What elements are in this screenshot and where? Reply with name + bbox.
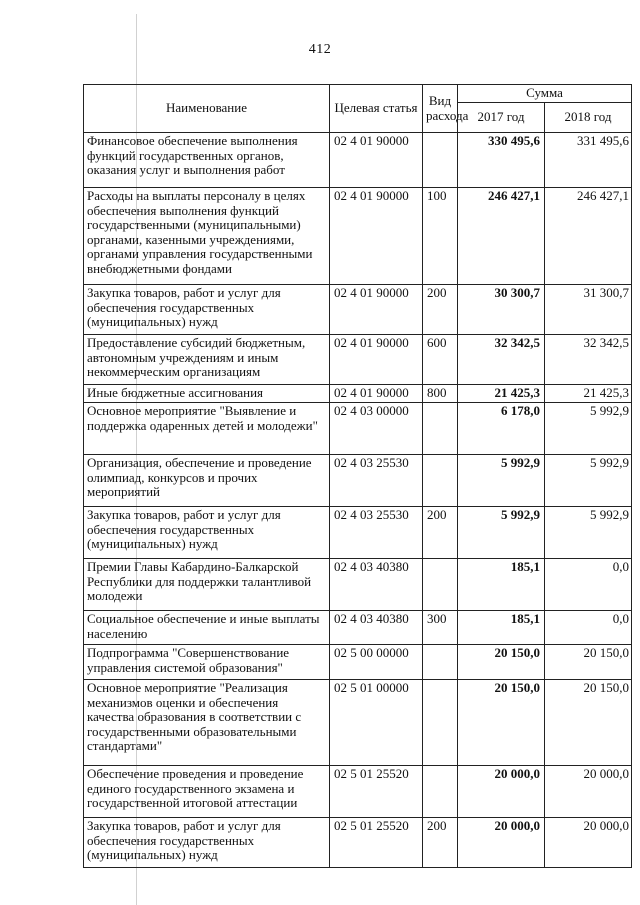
row-amount-2018: 20 150,0 [545,680,632,766]
row-name: Закупка товаров, работ и услуг для обеспечения государственных (муниципальных) нужд [84,818,330,868]
header-kind: Вид расхода [423,85,458,133]
row-amount-2018: 31 300,7 [545,285,632,335]
row-target: 02 4 03 40380 [330,559,423,611]
header-name: Наименование [84,85,330,133]
row-name: Расходы на выплаты персоналу в целях обеспечения выполнения функций государственными (муниципальными) органами, казенными учреждениями, органами управления государственными внебюджетными фондами [84,188,330,285]
row-kind: 200 [423,507,458,559]
row-name: Предоставление субсидий бюджетным, автономным учреждениям и иным некоммерческим организациям [84,335,330,385]
row-target: 02 4 03 00000 [330,403,423,455]
row-name: Социальное обеспечение и иные выплаты населению [84,611,330,645]
row-name: Закупка товаров, работ и услуг для обеспечения государственных (муниципальных) нужд [84,507,330,559]
row-amount-2017: 6 178,0 [458,403,545,455]
row-amount-2018: 5 992,9 [545,455,632,507]
row-amount-2017: 20 000,0 [458,766,545,818]
row-amount-2017: 20 150,0 [458,645,545,680]
row-target: 02 4 03 40380 [330,611,423,645]
row-target: 02 4 01 90000 [330,385,423,403]
row-amount-2018: 0,0 [545,611,632,645]
row-name: Обеспечение проведения и проведение единого государственного экзамена и государственной итоговой аттестации [84,766,330,818]
table-row [84,766,632,818]
row-kind: 800 [423,385,458,403]
row-target: 02 5 01 25520 [330,766,423,818]
table-row [84,818,632,868]
row-amount-2017: 185,1 [458,559,545,611]
row-name: Основное мероприятие "Реализация механизмов оценки и обеспечения качества образования в соответствии с государственными образовательными стандартами" [84,680,330,766]
header-sum: Сумма [458,85,632,103]
table-row [84,285,632,335]
row-amount-2018: 20 000,0 [545,818,632,868]
row-name: Финансовое обеспечение выполнения функций государственных органов, оказания услуг и выполнения работ [84,133,330,188]
row-amount-2017: 32 342,5 [458,335,545,385]
row-name: Иные бюджетные ассигнования [84,385,330,403]
row-target: 02 5 01 25520 [330,818,423,868]
row-amount-2017: 5 992,9 [458,507,545,559]
row-amount-2017: 20 150,0 [458,680,545,766]
row-name: Премии Главы Кабардино-Балкарской Республики для поддержки талантливой молодежи [84,559,330,611]
row-kind: 200 [423,285,458,335]
row-kind: 200 [423,818,458,868]
row-kind: 300 [423,611,458,645]
row-target: 02 5 01 00000 [330,680,423,766]
table-row [84,403,632,455]
table-row [84,559,632,611]
row-name: Основное мероприятие "Выявление и поддержка одаренных детей и молодежи" [84,403,330,455]
row-amount-2017: 246 427,1 [458,188,545,285]
row-amount-2018: 21 425,3 [545,385,632,403]
row-amount-2018: 331 495,6 [545,133,632,188]
row-amount-2018: 246 427,1 [545,188,632,285]
row-kind [423,559,458,611]
row-amount-2017: 5 992,9 [458,455,545,507]
row-name: Подпрограмма "Совершенствование управления системой образования" [84,645,330,680]
row-amount-2018: 5 992,9 [545,403,632,455]
row-kind [423,680,458,766]
table-row [84,133,632,188]
row-kind [423,403,458,455]
header-year-2018: 2018 год [545,103,632,133]
row-target: 02 4 01 90000 [330,133,423,188]
row-kind [423,645,458,680]
row-target: 02 4 01 90000 [330,285,423,335]
table-row [84,188,632,285]
table-row [84,507,632,559]
row-target: 02 5 00 00000 [330,645,423,680]
row-kind: 600 [423,335,458,385]
row-target: 02 4 01 90000 [330,188,423,285]
row-amount-2018: 5 992,9 [545,507,632,559]
row-amount-2017: 30 300,7 [458,285,545,335]
table-row [84,645,632,680]
row-amount-2018: 32 342,5 [545,335,632,385]
header-year-2017: 2017 год [458,103,545,133]
table-row [84,680,632,766]
row-amount-2018: 20 150,0 [545,645,632,680]
row-target: 02 4 01 90000 [330,335,423,385]
table-row [84,611,632,645]
row-name: Закупка товаров, работ и услуг для обеспечения государственных (муниципальных) нужд [84,285,330,335]
row-kind: 100 [423,188,458,285]
row-amount-2017: 21 425,3 [458,385,545,403]
budget-table [83,84,632,868]
row-amount-2017: 20 000,0 [458,818,545,868]
row-amount-2018: 20 000,0 [545,766,632,818]
header-target: Целевая статья [330,85,423,133]
row-target: 02 4 03 25530 [330,507,423,559]
row-kind [423,455,458,507]
row-amount-2017: 185,1 [458,611,545,645]
row-target: 02 4 03 25530 [330,455,423,507]
row-kind [423,766,458,818]
row-amount-2018: 0,0 [545,559,632,611]
row-amount-2017: 330 495,6 [458,133,545,188]
row-name: Организация, обеспечение и проведение олимпиад, конкурсов и прочих мероприятий [84,455,330,507]
table-row [84,385,632,403]
row-kind [423,133,458,188]
table-row [84,335,632,385]
page-number: 412 [308,42,332,57]
table-row [84,455,632,507]
